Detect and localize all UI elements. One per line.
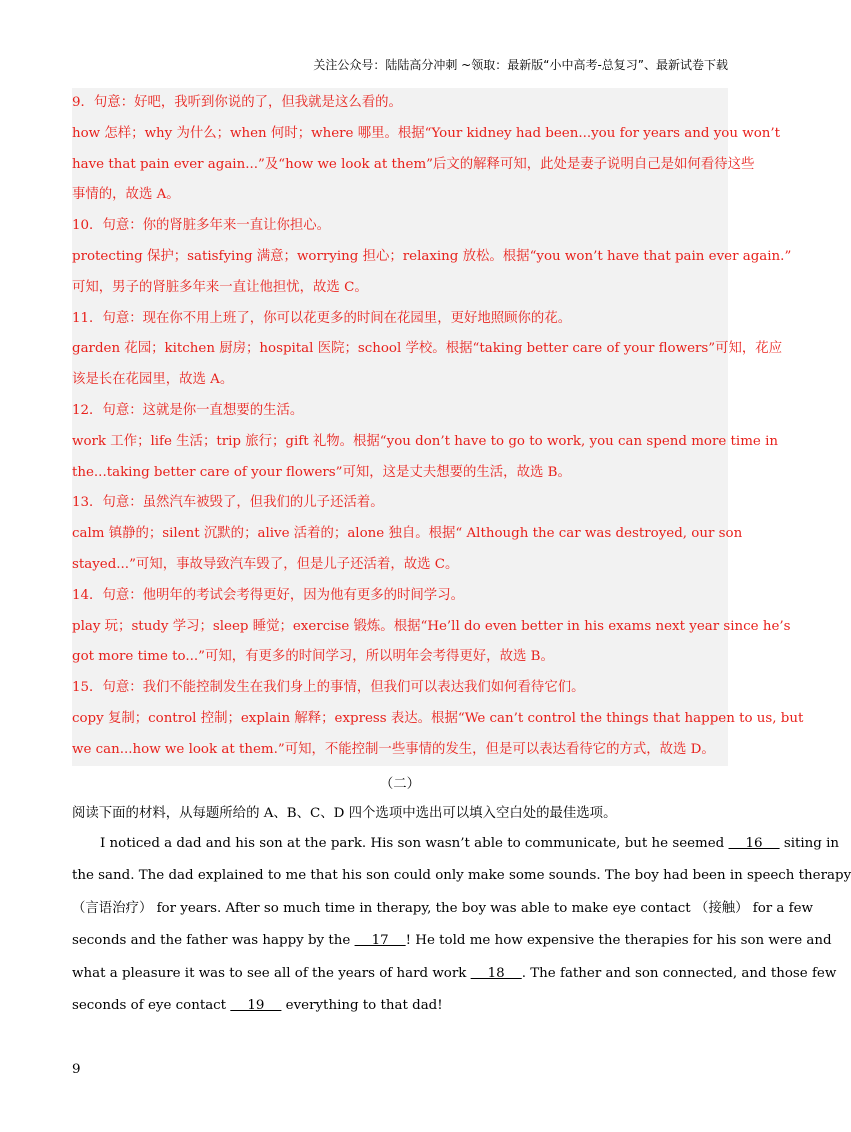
answer-line: 该是长在花园里，故选 A。 — [72, 372, 234, 388]
answer-line: 11．句意：现在你不用上班了，你可以花更多的时间在花园里，更好地照顾你的花。 — [72, 310, 572, 326]
answer-line: got more time to...”可知，有更多的时间学习，所以明年会考得更好，故选 B。 — [72, 649, 554, 665]
blank-17: 17 — [354, 933, 406, 949]
page-number: 9 — [72, 1062, 81, 1077]
passage-text: . The father and son connected, and those few — [521, 965, 837, 981]
passage-text: siting in — [779, 836, 840, 851]
answer-line: we can...how we look at them.”可知，不能控制一些事情的发生，但是可以表达看待它的方式，故选 D。 — [72, 741, 715, 757]
passage-text: seconds of eye contact — [72, 998, 231, 1014]
answer-line: 12．句意：这就是你一直想要的生活。 — [72, 402, 304, 418]
answer-line: protecting 保护；satisfying 满意；worrying 担心；relaxing 放松。根据“you won’t have that pain ever again.” — [72, 248, 792, 264]
answer-explanations — [72, 88, 804, 766]
blank-18: 18 — [470, 965, 522, 981]
answer-line: work 工作；life 生活；trip 旅行；gift 礼物。根据“you don’t have to go to work, you can spend more time in — [72, 433, 778, 449]
answer-line: play 玩；study 学习；sleep 睡觉；exercise 锻炼。根据“He’ll do even better in his exams next year since he’s — [72, 618, 791, 634]
blank-19: 19 — [230, 998, 282, 1014]
answer-line: 15．句意：我们不能控制发生在我们身上的事情，但我们可以表达我们如何看待它们。 — [72, 680, 585, 696]
answer-line: 可知，男子的肾脏多年来一直让他担忧，故选 C。 — [72, 279, 368, 295]
answer-line: garden 花园；kitchen 厨房；hospital 医院；school 学校。根据“taking better care of your flowers”可知，花应 — [72, 341, 783, 357]
answer-line: how 怎样；why 为什么；when 何时；where 哪里。根据“Your kidney had been...you for years and you won’t — [72, 125, 781, 141]
passage-line — [72, 990, 728, 1022]
passage-line: （言语治疗） for years. After so much time in therapy, the boy was able to make eye contact （接触） for a few — [72, 900, 814, 916]
passage-line: the sand. The dad explained to me that his son could only make some sounds. The boy had been in speech therapy — [72, 868, 851, 884]
answer-line: have that pain ever again...”及“how we look at them”后文的解释可知，此处是妻子说明自己是如何看待这些 — [72, 156, 755, 172]
passage-text: I noticed a dad and his son at the park. His son wasn’t able to communicate, but he seemed — [100, 836, 729, 851]
page-header: 关注公众号：陆陆高分冲刺 ~领取：最新版“小中高考-总复习”、最新试卷下载 — [313, 58, 728, 72]
passage-text: what a pleasure it was to see all of the years of hard work — [72, 965, 471, 981]
answer-line: 事情的，故选 A。 — [72, 187, 180, 203]
instruction-text: 阅读下面的材料，从每题所给的 A、B、C、D 四个选项中选出可以填入空白处的最佳选项。 — [72, 806, 617, 821]
passage-text: seconds and the father was happy by the — [72, 933, 355, 949]
blank-16: 16 — [728, 836, 780, 851]
passage-line — [72, 828, 840, 860]
passage-line — [72, 925, 832, 957]
answer-line: calm 镇静的；silent 沉默的；alive 活着的；alone 独自。根据“ Although the car was destroyed, our son — [72, 526, 743, 542]
passage-line — [72, 958, 837, 990]
answer-line: stayed...”可知，事故导致汽车毁了，但是儿子还活着，故选 C。 — [72, 556, 459, 572]
section-title: （二） — [379, 777, 421, 792]
answer-line: 13．句意：虽然汽车被毁了，但我们的儿子还活着。 — [72, 495, 384, 511]
passage-text: everything to that dad! — [281, 998, 443, 1014]
answer-line: copy 复制；control 控制；explain 解释；express 表达。根据“We can’t control the things that happen to us, but — [72, 710, 804, 726]
answer-line: 9．句意：好吧，我听到你说的了，但我就是这么看的。 — [72, 95, 402, 110]
answer-line: 10．句意：你的肾脏多年来一直让你担心。 — [72, 218, 331, 234]
answer-line: 14．句意：他明年的考试会考得更好，因为他有更多的时间学习。 — [72, 587, 464, 603]
reading-passage — [72, 828, 851, 1022]
answer-line: the...taking better care of your flowers”可知，这是丈夫想要的生活，故选 B。 — [72, 464, 571, 480]
passage-text: ! He told me how expensive the therapies for his son were and — [405, 933, 832, 949]
